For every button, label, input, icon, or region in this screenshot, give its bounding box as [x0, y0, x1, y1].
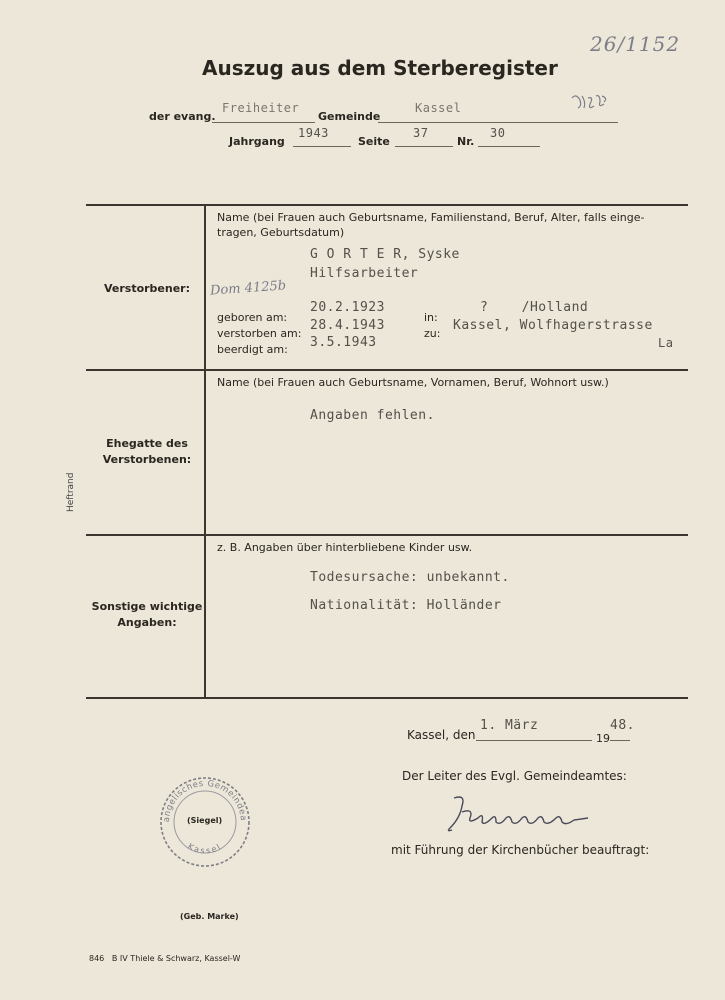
- buried-label: beerdigt am:: [217, 343, 288, 356]
- row-divider-1: [86, 369, 688, 371]
- heftrand-label: Heftrand: [66, 472, 76, 512]
- row-divider-3: [86, 697, 688, 699]
- nationality: Nationalität: Holländer: [310, 598, 502, 613]
- other-label-line-1: Sonstige wichtige: [91, 600, 203, 613]
- deceased-occupation: Hilfsarbeiter: [310, 266, 419, 281]
- other-label-line-2: Angaben:: [117, 616, 177, 629]
- printer-imprint: 846 B IV Thiele & Schwarz, Kassel-W: [89, 954, 241, 963]
- evang-value: Freiheiter: [222, 101, 300, 115]
- table-top-border: [86, 204, 688, 206]
- spouse-section-label: [90, 436, 204, 468]
- buried-date: 3.5.1943: [310, 335, 377, 350]
- date-line: [476, 740, 592, 741]
- nr-value: 30: [490, 126, 506, 140]
- commission-label: mit Führung der Kirchenbücher beauftragt:: [391, 843, 650, 857]
- born-label: geboren am:: [217, 311, 288, 324]
- deceased-instruction: Name (bei Frauen auch Geburtsname, Familienstand, Beruf, Alter, falls einge-: [217, 211, 645, 224]
- spouse-label-line-2: Verstorbenen:: [102, 453, 192, 466]
- died-date: 28.4.1943: [310, 318, 385, 333]
- row-divider-2: [86, 534, 688, 536]
- cause-of-death: Todesursache: unbekannt.: [310, 570, 510, 585]
- deceased-section-label: Verstorbener:: [103, 282, 191, 295]
- spouse-instruction: Name (bei Frauen auch Geburtsname, Vornamen, Beruf, Wohnort usw.): [217, 376, 609, 389]
- died-place: Kassel, Wolfhagerstrasse: [453, 318, 653, 333]
- deceased-instruction-2: tragen, Geburtsdatum): [217, 226, 345, 239]
- year-line: [610, 740, 630, 741]
- other-section-label: [86, 599, 208, 631]
- document-title: Auszug aus dem Sterberegister: [202, 56, 558, 80]
- handwritten-note: Dom 4125b: [209, 278, 287, 299]
- died-place-suffix: La: [658, 336, 674, 350]
- jahrgang-label: Jahrgang: [229, 135, 285, 148]
- svg-text:Evangelisches Gemeindeamt: angelisches Gemeindea: [161, 778, 249, 823]
- place-label: Kassel, den: [407, 728, 476, 742]
- died-place-label: zu:: [424, 327, 441, 340]
- gemeinde-line: [378, 122, 618, 123]
- evang-label: der evang.: [149, 110, 216, 123]
- gemeinde-label: Gemeinde: [318, 110, 381, 123]
- year-value: 48.: [610, 718, 635, 733]
- fee-stamp-label: (Geb. Marke): [180, 912, 239, 921]
- leader-label: Der Leiter des Evgl. Gemeindeamtes:: [402, 769, 627, 783]
- nr-label: Nr.: [457, 135, 475, 148]
- signature: [440, 788, 600, 842]
- gemeinde-value: Kassel: [415, 101, 462, 115]
- seite-line: [395, 146, 453, 147]
- died-label: verstorben am:: [217, 327, 302, 340]
- born-place: ? /Holland: [480, 300, 589, 315]
- pencil-scribble: [570, 92, 610, 119]
- archive-number: 26/1152: [590, 32, 681, 56]
- jahrgang-value: 1943: [298, 126, 329, 140]
- svg-text:Kassel: Kassel: [186, 841, 224, 856]
- scribble-icon: [570, 92, 610, 114]
- signature-icon: [440, 788, 600, 838]
- born-place-label: in:: [424, 311, 438, 324]
- seal-label: (Siegel): [187, 816, 223, 825]
- year-prefix: 19: [596, 732, 610, 745]
- evang-line: [212, 122, 315, 123]
- seite-label: Seite: [358, 135, 390, 148]
- deceased-name: G O R T E R, Syske: [310, 247, 460, 262]
- date-value: 1. März: [480, 718, 539, 733]
- spouse-label-line-1: Ehegatte des: [106, 437, 188, 450]
- jahrgang-line: [293, 146, 351, 147]
- nr-line: [478, 146, 540, 147]
- born-date: 20.2.1923: [310, 300, 385, 315]
- other-instruction: z. B. Angaben über hinterbliebene Kinder usw.: [217, 541, 473, 554]
- seite-value: 37: [413, 126, 429, 140]
- spouse-value: Angaben fehlen.: [310, 408, 435, 423]
